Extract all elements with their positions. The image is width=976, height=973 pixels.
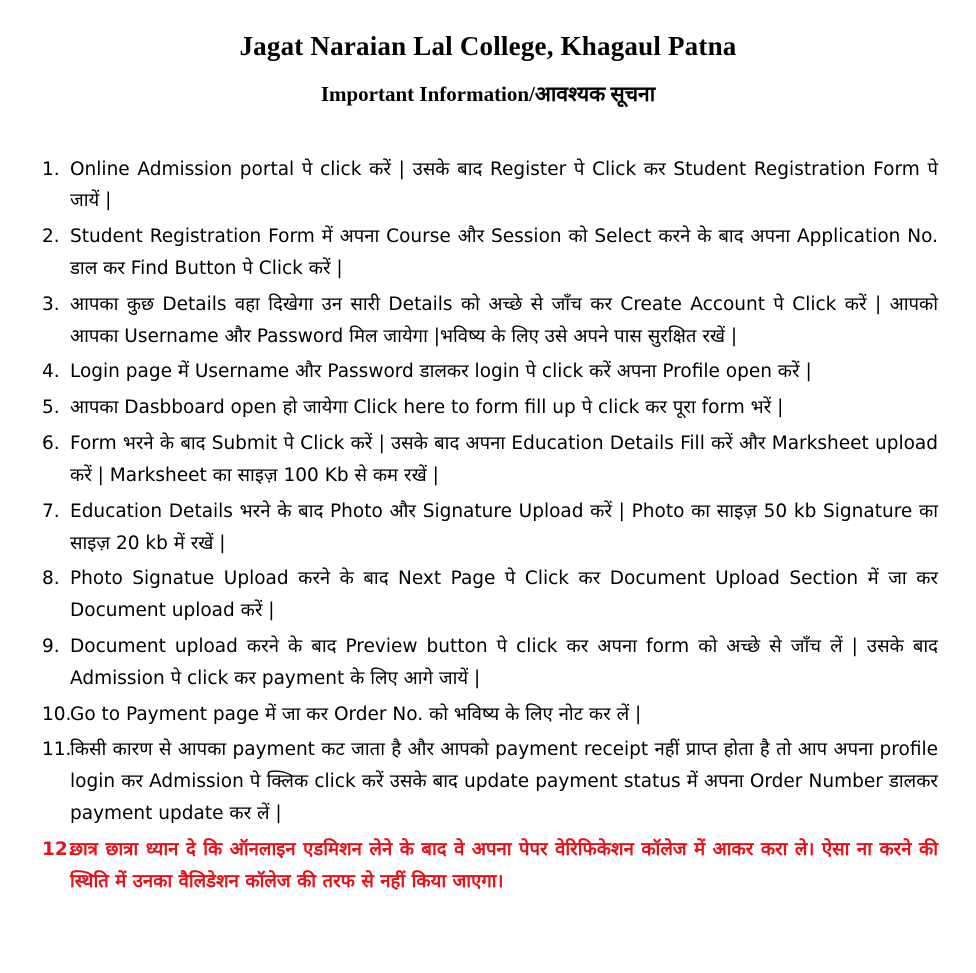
list-item-text: Photo Signatue Upload करने के बाद Next Page पे Click कर Document Upload Section में जा कर Document upload करें | xyxy=(70,568,938,622)
list-item-text: आपका कुछ Details वहा दिखेगा उन सारी Details को अच्छे से जाँच कर Create Account पे Click करें | आपको आपका Username और Password मिल जायेगा |भविष्य के लिए उसे अपने पास सुरक्षित रखें | xyxy=(70,293,938,347)
list-item xyxy=(30,356,946,388)
list-item-number: 2. xyxy=(42,226,60,248)
page-subtitle: Important Information/आवश्यक सूचना xyxy=(320,82,656,107)
list-item xyxy=(30,834,946,898)
list-item xyxy=(30,563,946,627)
list-item xyxy=(30,392,946,424)
list-item-text: Online Admission portal पे click करें | उसके बाद Register पे Click कर Student Registration Form पे जायें | xyxy=(70,158,938,212)
list-item-text: Login page में Username और Password डालकर login पे click करें अपना Profile open करें | xyxy=(70,361,812,383)
list-item-number: 9. xyxy=(42,635,60,657)
list-item-number: 5. xyxy=(42,397,60,419)
instructions-list xyxy=(30,154,946,898)
list-item-text: Education Details भरने के बाद Photo और Signature Upload करें | Photo का साइज़ 50 kb Signature का साइज़ 20 kb में रखें | xyxy=(70,500,938,554)
list-item-number: 1. xyxy=(42,158,60,180)
list-item xyxy=(30,289,946,353)
list-item xyxy=(30,631,946,695)
list-item-text: Document upload करने के बाद Preview button पे click कर अपना form को अच्छे से जाँच लें | उसके बाद Admission पे click कर payment के लिए आगे जायें | xyxy=(70,635,938,689)
list-item-number: 11. xyxy=(42,739,72,761)
list-item-text: किसी कारण से आपका payment कट जाता है और आपको payment receipt नहीं प्राप्त होता है तो आप अपना profile login कर Admission पे क्लिक click करें उसके बाद update payment status में अपना Order Number डालकर payment update कर लें | xyxy=(70,739,938,825)
list-item-text: Form भरने के बाद Submit पे Click करें | उसके बाद अपना Education Details Fill करें और Marksheet upload करें | Marksheet का साइज़ 100 Kb से कम रखें | xyxy=(70,433,938,486)
list-item-number: 10. xyxy=(42,703,72,725)
page-title: Jagat Naraian Lal College, Khagaul Patna xyxy=(239,31,737,61)
list-item-number: 8. xyxy=(42,568,60,590)
list-item-number: 3. xyxy=(42,293,60,315)
list-item-number: 4. xyxy=(42,361,60,383)
list-item-text: Go to Payment page में जा कर Order No. को भविष्य के लिए नोट कर लें | xyxy=(70,703,642,725)
list-item xyxy=(30,699,946,731)
list-item xyxy=(30,428,946,492)
list-item-number: 12. xyxy=(42,838,75,860)
list-item xyxy=(30,221,946,285)
list-item-text: छात्र छात्रा ध्यान दे कि ऑनलाइन एडमिशन लेने के बाद वे अपना पेपर वेरिफिकेशन कॉलेज में आकर करा ले। ऐसा ना करने की स्थिति में उनका वैलिडेशन कॉलेज की तरफ से नहीं किया जाएगा। xyxy=(70,838,938,892)
list-item xyxy=(30,496,946,560)
list-item-text: आपका Dasbboard open हो जायेगा Click here to form fill up पे click कर पूरा form भरें | xyxy=(70,397,784,419)
list-item xyxy=(30,734,946,829)
list-item-text: Student Registration Form में अपना Course और Session को Select करने के बाद अपना Application No. डाल कर Find Button पे Click करें | xyxy=(70,226,938,280)
list-item-number: 7. xyxy=(42,500,60,522)
list-item xyxy=(30,154,946,218)
list-item-number: 6. xyxy=(42,433,60,455)
